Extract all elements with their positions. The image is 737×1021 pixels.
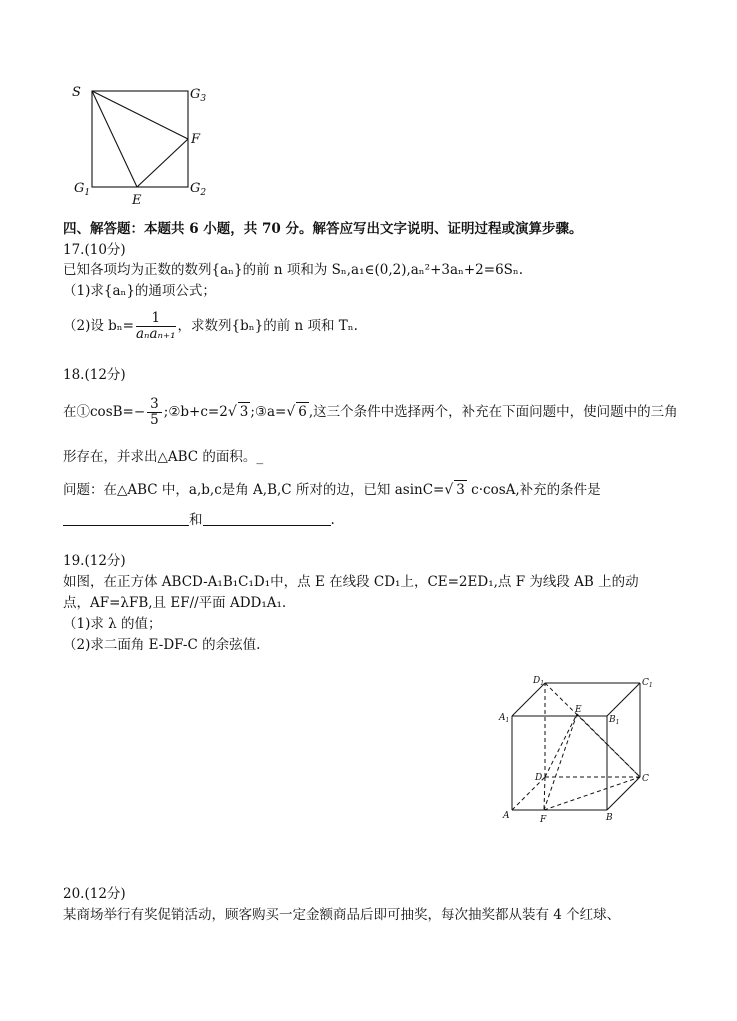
label-d1: $D_1$ (533, 676, 545, 687)
q19-line1: 如图，在正方体 ABCD-A₁B₁C₁D₁中，点 E 在线段 CD₁上，CE=2ED₁,点 F 为线段 AB 上的动 (63, 574, 639, 590)
segment-se (92, 91, 137, 187)
label-c1: $C_1$ (642, 678, 653, 689)
answer-blank-1[interactable] (63, 511, 189, 526)
q18-line2: 形存在，并求出△ABC 的面积。_ (63, 449, 264, 465)
label-a: A (503, 811, 510, 821)
label-e-cube: E (575, 705, 582, 715)
q20-head: 20.(12分) (63, 886, 126, 902)
q18-conditions: 在①cosB=− $\frac{3}{5}$ ;②b+c=2√ 3 ;③a=√ 6 ,这三个条件中选择两个，补充在下面问题中，使问题中的三角 (63, 396, 678, 428)
q19-head: 19.(12分) (63, 553, 126, 569)
segment-ef (137, 139, 188, 187)
cube-figure (495, 670, 660, 830)
label-f-cube: F (540, 815, 547, 825)
q19-part1: （1)求 λ 的值； (63, 616, 162, 632)
q19-part2: （2)求二面角 E-DF-C 的余弦值. (63, 637, 261, 653)
label-a1: $A_1$ (499, 713, 510, 724)
fraction-cosb: $\frac{3}{5}$ (147, 397, 162, 428)
label-e: E (132, 193, 142, 208)
q18-blanks: 和 . (63, 511, 335, 529)
q17-head: 17.(10分) (63, 242, 126, 258)
q18-head: 18.(12分) (63, 367, 126, 383)
label-b: B (606, 813, 613, 823)
q19-line2: 点，AF=λFB,且 EF//平面 ADD₁A₁. (63, 595, 287, 611)
answer-blank-2[interactable] (203, 511, 331, 526)
segment-sf (92, 91, 188, 139)
q17-line1: 已知各项均为正数的数列{aₙ}的前 n 项和为 Sₙ,a₁∈(0,2),aₙ²+3aₙ+2=6Sₙ. (63, 262, 524, 278)
label-b1: $B_1$ (609, 715, 620, 726)
label-g2: $G_2$ (190, 181, 207, 198)
q17-part2: （2)设 bₙ= $\frac{1}{\text{aₙaₙ₊₁}}$ ，求数列{bₙ}的前 n 项和 Tₙ. (63, 310, 358, 342)
label-f: F (191, 132, 201, 147)
q18-problem: 问题：在△ABC 中，a,b,c是角 A,B,C 所对的边，已知 asinC=√ 3 c·cosA,补充的条件是 (63, 482, 601, 498)
label-d: D (535, 773, 543, 783)
square-figure (68, 80, 213, 210)
label-s: S (72, 85, 81, 100)
label-g3: $G_3$ (190, 87, 207, 104)
section-header: 四、解答题：本题共 6 小题，共 70 分。解答应写出文字说明、证明过程或演算步骤。 (63, 221, 583, 237)
square-outline (92, 91, 188, 187)
q20-line1: 某商场举行有奖促销活动，顾客购买一定金额商品后即可抽奖，每次抽奖都从装有 4 个红球、 (63, 907, 621, 923)
fraction-bn: $\frac{1}{\text{aₙaₙ₊₁}}$ (135, 310, 176, 342)
label-g1: $G_1$ (74, 181, 91, 198)
label-c: C (642, 774, 649, 784)
q17-part1: （1)求{aₙ}的通项公式； (63, 283, 216, 299)
